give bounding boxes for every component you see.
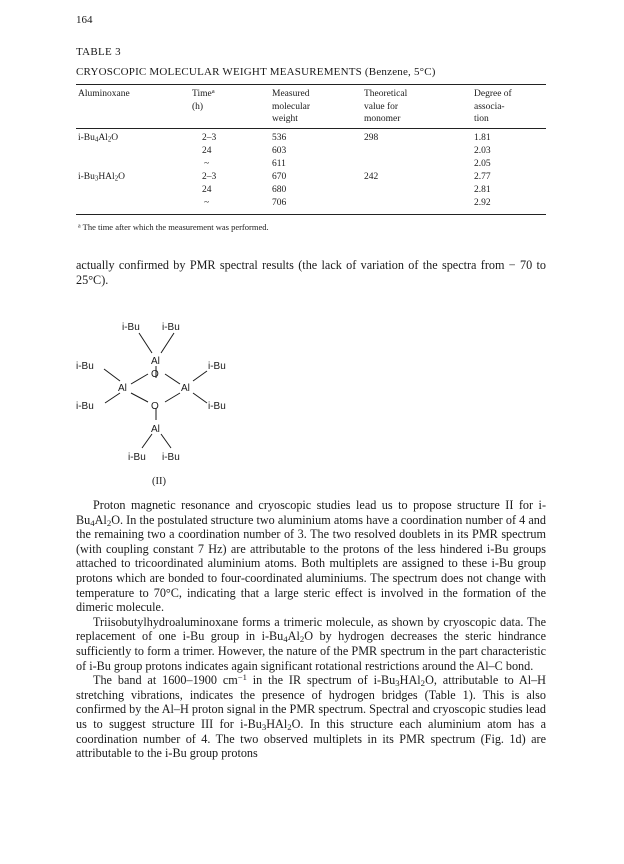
ibu-label: i-Bu <box>162 452 180 463</box>
header-aluminoxane: Aluminoxane <box>78 89 130 99</box>
ibu-label: i-Bu <box>162 322 180 333</box>
oxygen-label: O <box>151 369 159 380</box>
ibu-label: i-Bu <box>128 452 146 463</box>
time-cell: 24 <box>202 185 212 195</box>
table-footnote: $^a$ The time after which the measurement was performed. <box>78 222 269 232</box>
table-label: TABLE 3 <box>76 46 121 58</box>
table-bottom-rule <box>76 214 546 215</box>
mw-cell: 611 <box>272 159 286 169</box>
degree-cell: 2.05 <box>474 159 491 169</box>
degree-cell: 1.81 <box>474 133 491 143</box>
ibu-label: i-Bu <box>76 401 94 412</box>
ibu-label: i-Bu <box>208 401 226 412</box>
body-text <box>76 498 546 761</box>
degree-cell: 2.03 <box>474 146 491 156</box>
header-time: Time$^a$ (h) <box>192 88 215 112</box>
ibu-label: i-Bu <box>208 361 226 372</box>
time-cell: ~ <box>204 159 210 169</box>
compound-cell: $i-Bu_4Al_2O$ <box>78 133 119 144</box>
time-cell: ~ <box>204 198 210 208</box>
paragraph: Triisobutylhydroaluminoxane forms a trimeric molecule, as shown by cryoscopic data. The replacement of one i-Bu group in $i-Bu_4Al_2O$ by hydrogen decreases the steric hindrance sufficiently to form a trimer. However, the nature of the PMR spectrum in the part characteristic of i-Bu group protons indicates again significant rotational restrictions around the Al–C bond. <box>76 614 546 673</box>
paragraph: The band at 1600–1900 $cm^{-1}$ in the IR spectrum of $i-Bu_3HAl_2O$, attributable to Al–H stretching vibrations, indicates the presence of hydrogen bridges (Table 1). This is also confirmed by the Al–H proton signal in the PMR spectrum. Spectral and cryoscopic studies lead us to suggest structure III for $i-Bu_3HAl_2O$. In this structure each aluminium atom has a coordination number of 4. The two observed multiplets in its PMR spectrum (Fig. 1d) are attributable to the i-Bu group protons <box>76 672 547 761</box>
paragraph: Proton magnetic resonance and cryoscopic studies lead us to propose structure II for $i-Bu_4Al_2O$. In the postulated structure two aluminium atoms have a coordination number of 4 and the remaining two a coordination number of 3. The two resolved doublets in its PMR spectrum (with coupling constant 7 Hz) are attributable to the protons of the less hindered i-Bu groups attached to tricoordinated aluminium atoms. Both multiplets are assigned to these i-Bu group protons which are bonded to four-coordinated aluminiums. The spectrum does not change with temperature to 70°C, indicating that a large steric effect is involved in the formation of the dimeric molecule. <box>76 498 546 615</box>
al-label: Al <box>151 356 160 367</box>
ibu-label: i-Bu <box>122 322 140 333</box>
mw-cell: 536 <box>272 133 287 143</box>
table-top-rule <box>76 84 546 85</box>
compound-cell: $i-Bu_3HAl_2O$ <box>78 172 125 183</box>
table-header-rule <box>76 128 546 129</box>
theo-cell: 242 <box>364 172 379 182</box>
degree-cell: 2.81 <box>474 185 491 195</box>
time-cell: 2–3 <box>202 172 217 182</box>
structure-label: (II) <box>152 476 166 487</box>
ibu-label: i-Bu <box>76 361 94 372</box>
oxygen-label: O <box>151 401 159 412</box>
mw-cell: 670 <box>272 172 287 182</box>
mw-cell: 603 <box>272 146 287 156</box>
degree-cell: 2.92 <box>474 198 491 208</box>
table-title: CRYOSCOPIC MOLECULAR WEIGHT MEASUREMENTS (Benzene, 5°C) <box>76 66 436 78</box>
page-number: 164 <box>76 14 93 26</box>
time-cell: 24 <box>202 146 212 156</box>
al-label: Al <box>118 383 127 394</box>
structure-ii-diagram <box>70 312 270 492</box>
intro-paragraph: actually confirmed by PMR spectral results (the lack of variation of the spectra from − 70 to 25°C). <box>76 258 546 287</box>
al-label: Al <box>181 383 190 394</box>
al-label: Al <box>151 424 160 435</box>
header-measured-weight: Measured molecular weight <box>272 89 310 124</box>
time-cell: 2–3 <box>202 133 217 143</box>
mw-cell: 680 <box>272 185 287 195</box>
theo-cell: 298 <box>364 133 379 143</box>
degree-cell: 2.77 <box>474 172 491 182</box>
header-degree: Degree of associa- tion <box>474 89 512 124</box>
header-theoretical: Theoretical value for monomer <box>364 89 408 124</box>
mw-cell: 706 <box>272 198 287 208</box>
